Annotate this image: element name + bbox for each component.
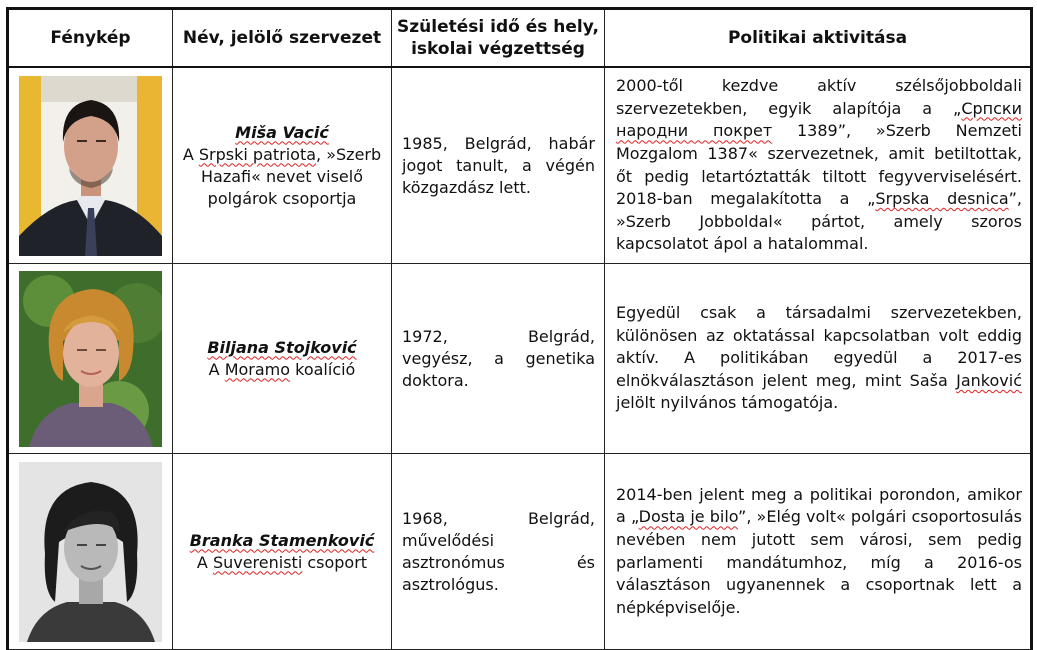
org-suffix: , »Szerb Hazafi« nevet viselő polgárok csoportja bbox=[201, 144, 382, 208]
activity-text: Egyedül csak a társadalmi szervezetekben, különösen az oktatással kapcsolatban volt eddig aktív. A politikában egyedül a 2017-es elnökválasztáson jelent meg, mint Saša bbox=[616, 303, 1022, 390]
org-prefix: A bbox=[208, 359, 225, 379]
activity-text: 1389”, »Szerb Nemzeti Mozgalom 1387« szervezetnek, amit betiltottak, őt pedig letartóztatták tiltott fegyverviselésért. 2018-ban megalakította a „ bbox=[616, 121, 1022, 209]
table-row bbox=[8, 454, 1032, 650]
activity-cell bbox=[605, 67, 1032, 264]
portrait-photo bbox=[19, 76, 162, 256]
candidate-name: Biljana Stojković bbox=[207, 337, 357, 357]
activity-highlight: Srpska desnica bbox=[875, 189, 1009, 209]
activity-highlight: Dosta je bilo bbox=[638, 507, 739, 527]
activity-cell bbox=[605, 454, 1032, 650]
candidates-table bbox=[6, 7, 1033, 650]
org-name: Srpski patriota bbox=[198, 144, 317, 164]
org-suffix: koalíció bbox=[290, 359, 356, 379]
portrait-photo bbox=[19, 271, 162, 447]
activity-text: ”, »Szerb Jobboldal« pártot, amely szoros kapcsolatot ápol a hatalommal. bbox=[616, 189, 1022, 254]
header-born: Születési idő és hely, iskolai végzettség bbox=[392, 9, 605, 68]
activity-text: 2014-ben jelent meg a politikai porondon, amikor a „ bbox=[616, 484, 1022, 527]
activity-text: ”, »Elég volt« polgári csoportosulás nevében nem jutott sem városi, sem pedig parlamenti mandátumhoz, míg a 2016-os választáson ugyanennek a csoportnak lett a népképviselője. bbox=[616, 507, 1023, 617]
activity-cell bbox=[605, 264, 1032, 454]
table-row bbox=[8, 264, 1032, 454]
header-row bbox=[8, 9, 1032, 68]
activity-highlight: Janković bbox=[956, 370, 1022, 390]
activity-text: 2000-től kezdve aktív szélsőjobboldali szervezetekben, egyik alapítója a „ bbox=[616, 76, 1022, 118]
org-prefix: A bbox=[182, 144, 199, 164]
name-cell bbox=[173, 67, 392, 264]
activity-highlight: Српски народни покрет bbox=[616, 98, 1022, 141]
born-text: 1972, Belgrád, vegyész, a genetika doktora. bbox=[402, 326, 595, 390]
org-name: Moramo bbox=[224, 359, 291, 379]
table-row bbox=[8, 67, 1032, 264]
born-cell bbox=[392, 264, 605, 454]
org-prefix: A bbox=[196, 552, 213, 572]
photo-cell bbox=[8, 454, 173, 650]
photo-cell bbox=[8, 264, 173, 454]
org-name: Suverenisti bbox=[212, 552, 303, 572]
candidate-name: Miša Vacić bbox=[235, 122, 329, 142]
header-photo: Fénykép bbox=[8, 9, 173, 68]
activity-text: jelölt nyilvános támogatója. bbox=[616, 393, 839, 413]
born-text: 1968, Belgrád, művelődési asztronómus és asztrológus. bbox=[402, 508, 595, 594]
header-activity: Politikai aktivitása bbox=[605, 9, 1032, 68]
photo-cell bbox=[8, 67, 173, 264]
name-cell bbox=[173, 454, 392, 650]
born-text: 1985, Belgrád, habár jogot tanult, a végén közgazdász lett. bbox=[402, 133, 595, 197]
name-cell bbox=[173, 264, 392, 454]
candidate-name: Branka Stamenković bbox=[189, 530, 375, 550]
org-suffix: csoport bbox=[302, 552, 368, 572]
header-name: Név, jelölő szervezet bbox=[173, 9, 392, 68]
portrait-photo bbox=[19, 462, 162, 642]
born-cell bbox=[392, 454, 605, 650]
born-cell bbox=[392, 67, 605, 264]
